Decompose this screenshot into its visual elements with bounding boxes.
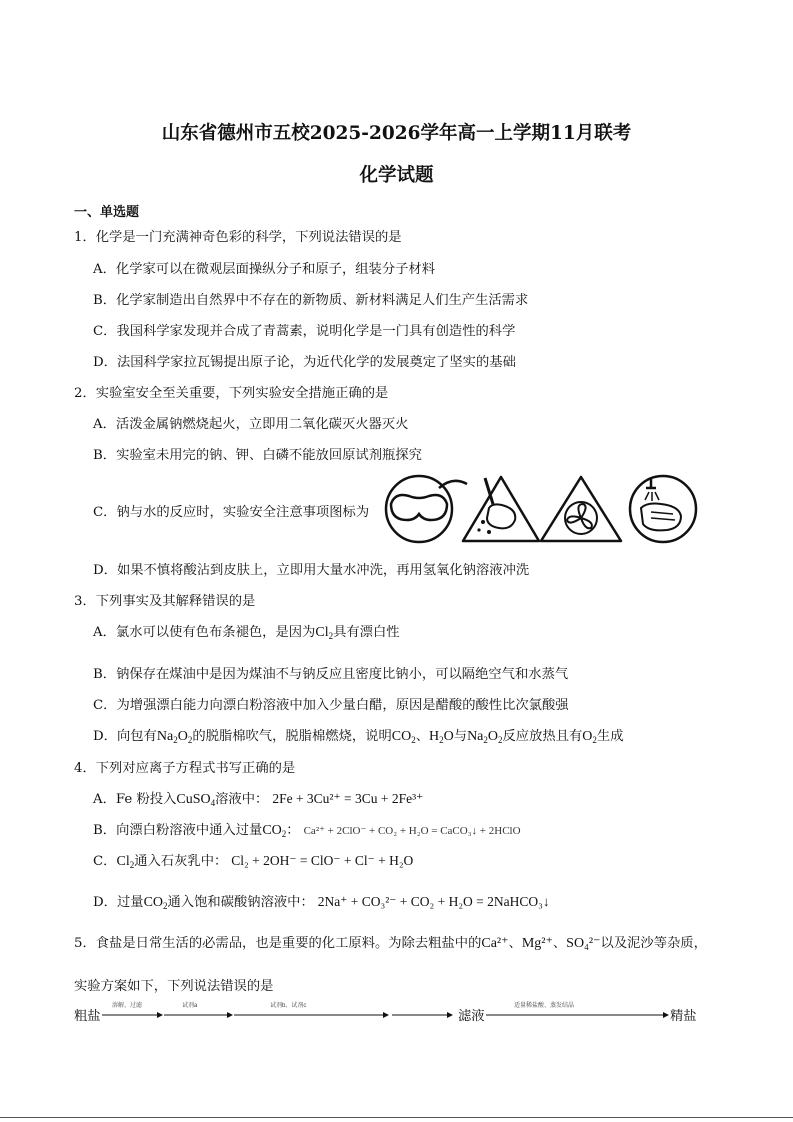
- q4-d-equation: 2Na⁺ + CO₃²⁻ + CO₂ + H₂O = 2NaHCO₃↓: [317, 894, 550, 909]
- q2-stem: 2．实验室安全至关重要，下列实验安全措施正确的是: [74, 386, 389, 401]
- q4-a-equation: 2Fe + 3Cu²⁺ = 3Cu + 2Fe³⁺: [272, 791, 424, 806]
- q3-option-c: C．为增强漂白能力向漂白粉溶液中加入少量白醋，原因是醋酸的酸性比次氯酸强: [93, 698, 569, 713]
- q1-option-b: B．化学家制造出自然界中不存在的新物质、新材料满足人们生产生活需求: [93, 293, 529, 308]
- q4-stem: 4．下列对应离子方程式书写正确的是: [74, 761, 296, 776]
- q4-option-b: B．向漂白粉溶液中通入过量$CO_2$： Ca²⁺ + 2ClO⁻ + CO₂ + H₂O = CaCO₃↓ + 2HClO: [93, 823, 521, 839]
- flow-end: 精盐: [670, 1009, 697, 1024]
- purification-flowchart: [74, 1003, 714, 1025]
- q1-option-d: D．法国科学家拉瓦锡提出原子论，为近代化学的发展奠定了坚实的基础: [93, 355, 516, 370]
- q3-a-text: A．氯水可以使有色布条褪色，是因为: [93, 625, 316, 640]
- q4-c-equation: Cl₂ + 2OH⁻ = ClO⁻ + Cl⁻ + H₂O: [231, 853, 414, 868]
- q3-option-b: B．钠保存在煤油中是因为煤油不与钠反应且密度比钠小，可以隔绝空气和水蒸气: [93, 667, 569, 682]
- q3-a-text2: 具有漂白性: [333, 625, 400, 640]
- q2-option-a: A．活泼金属钠燃烧起火，立即用二氧化碳灭火器灭火: [93, 417, 409, 432]
- flow-step-5: 适量稀盐酸、蒸发结晶: [514, 1003, 575, 1009]
- q2-option-b: B．实验室未用完的钠、钾、白磷不能放回原试剂瓶探究: [93, 448, 422, 463]
- flow-start: 粗盐: [74, 1009, 101, 1024]
- safety-icons: [381, 474, 701, 544]
- q4-option-c: C．$Cl_2$通入石灰乳中： Cl₂ + 2OH⁻ = ClO⁻ + Cl⁻ + H₂O: [93, 853, 414, 870]
- flow-step-2: 试剂a: [182, 1003, 198, 1009]
- exam-subtitle: 化学试题: [359, 165, 434, 186]
- section-heading: 一、单选题: [74, 205, 140, 220]
- ventilation-fan-icon: [541, 477, 621, 541]
- q4-option-a: A．Fe 粉投入CuSO$_4$溶液中： 2Fe + 3Cu²⁺ = 3Cu + 2Fe³⁺: [93, 791, 424, 808]
- q5-stem: 5．食盐是日常生活的必需品，也是重要的化工原料。为除去粗盐中的Ca²⁺、Mg²⁺、SO₄²⁻以及泥沙等杂质，: [74, 936, 707, 951]
- q1-option-c: C．我国科学家发现并合成了青蒿素，说明化学是一门具有创造性的科学: [93, 324, 516, 339]
- flow-step-1: 溶解、过滤: [112, 1003, 143, 1009]
- wash-hands-icon: [630, 476, 696, 542]
- q3-stem: 3．下列事实及其解释错误的是: [74, 594, 256, 609]
- hot-hand-icon: [463, 477, 539, 541]
- flow-mid: 滤液: [458, 1009, 485, 1024]
- goggles-icon: [386, 476, 467, 542]
- q2-option-d: D．如果不慎将酸沾到皮肤上，立即用大量水冲洗，再用氢氧化钠溶液冲洗: [93, 563, 530, 578]
- q1-option-a: A．化学家可以在微观层面操纵分子和原子，组装分子材料: [93, 262, 436, 277]
- q4-option-d: D．过量$CO_2$通入饱和碳酸钠溶液中： 2Na⁺ + CO₃²⁻ + CO₂ + H₂O = 2NaHCO₃↓: [93, 894, 550, 911]
- q5-stem-2: 实验方案如下，下列说法错误的是: [74, 979, 274, 994]
- chem-formula: $Cl_2$: [315, 625, 334, 641]
- page-bottom-rule: [0, 1117, 793, 1118]
- flow-step-3: 试剂b、试剂c: [270, 1003, 307, 1009]
- q3-option-a: [93, 621, 400, 641]
- q4-b-equation: Ca²⁺ + 2ClO⁻ + CO₂ + H₂O = CaCO₃↓ + 2HClO: [303, 825, 521, 837]
- q3-option-d: D．向包有$Na_2O_2$的脱脂棉吹气，脱脂棉燃烧，说明$CO_2$、$H_2O$与$Na_2O_2$反应放热且有$O_2$生成: [93, 729, 624, 745]
- exam-title: 山东省德州市五校2025-2026学年高一上学期11月联考: [161, 123, 632, 144]
- q2-option-c: C．钠与水的反应时，实验安全注意事项图标为: [93, 505, 370, 520]
- q1-stem: 1．化学是一门充满神奇色彩的科学，下列说法错误的是: [74, 230, 402, 245]
